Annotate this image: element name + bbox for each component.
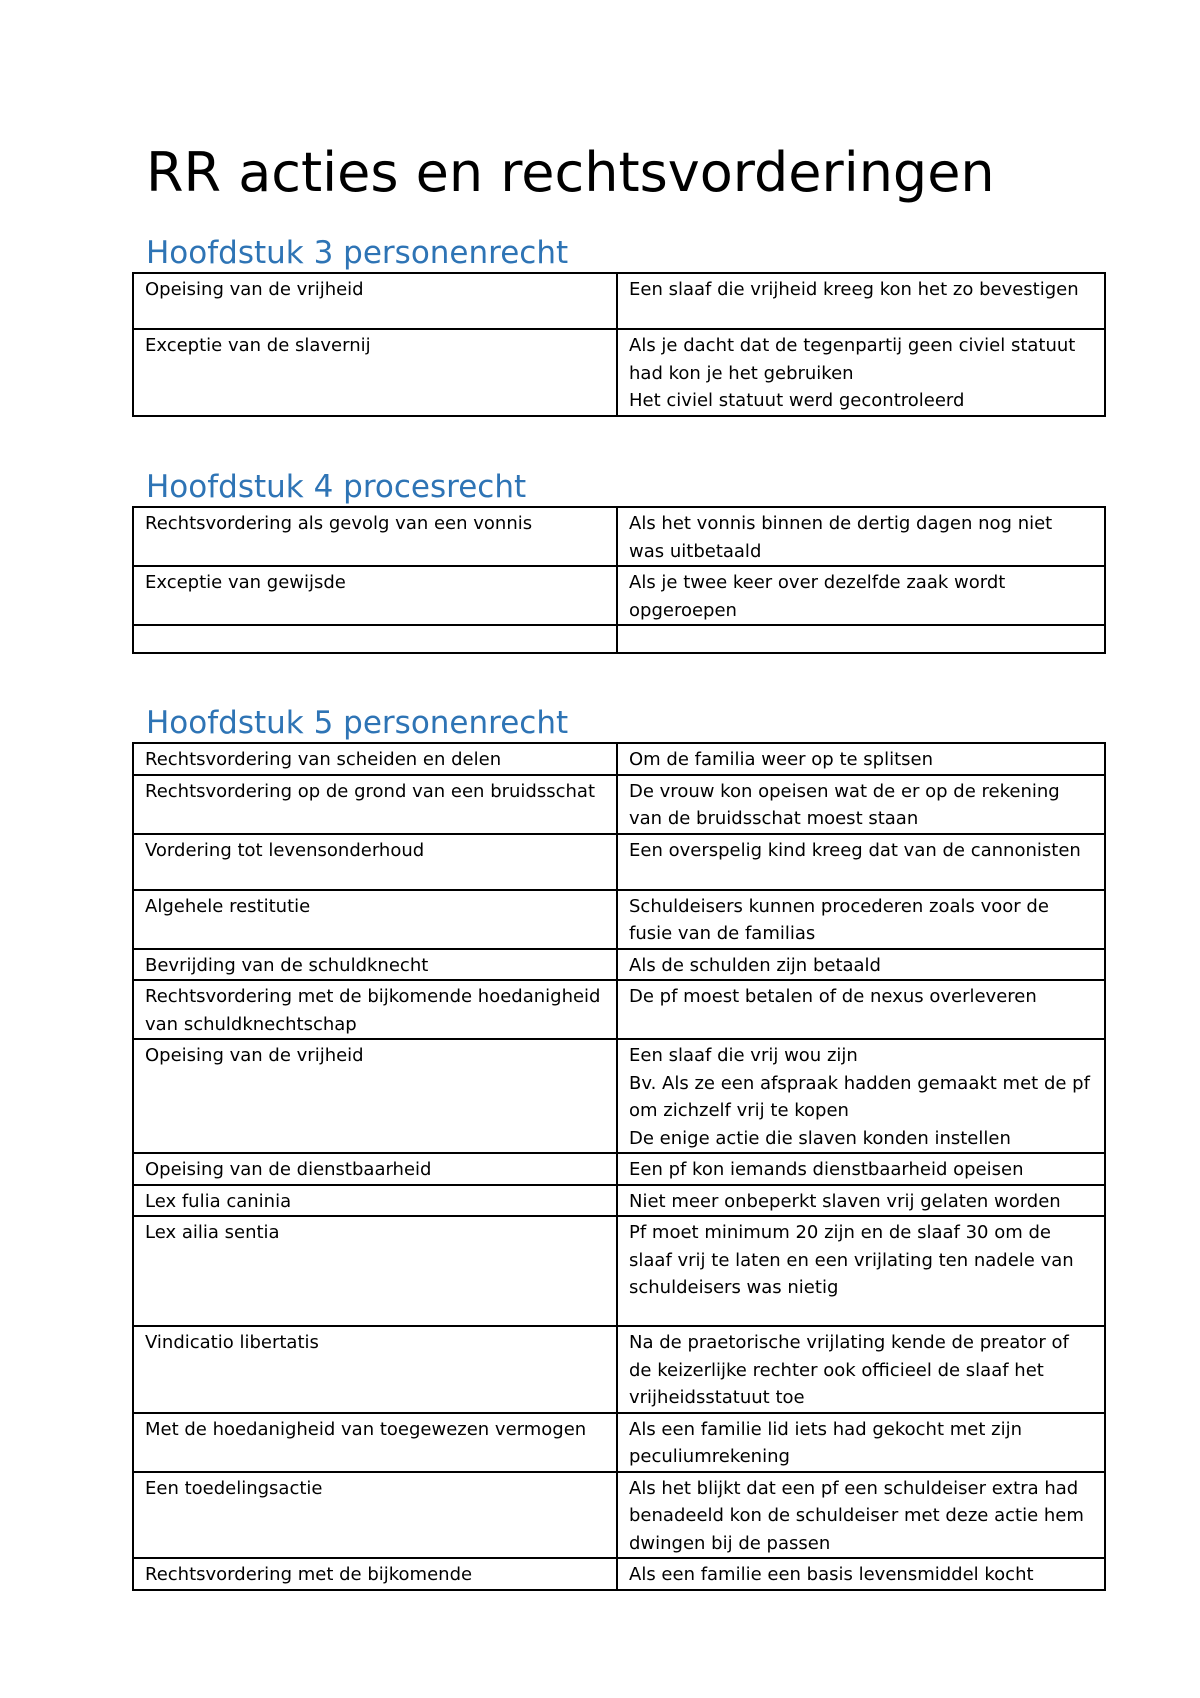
action-description: De vrouw kon opeisen wat de er op de rekening van de bruidsschat moest staan: [629, 780, 1060, 829]
action-description-cell: [617, 507, 1105, 566]
action-name-cell: [133, 566, 617, 625]
table-row: [133, 949, 1105, 981]
table-row: [133, 1216, 1105, 1326]
action-name: Bevrijding van de schuldknecht: [145, 954, 429, 976]
action-description-cell: [617, 775, 1105, 834]
action-description-cell: [617, 566, 1105, 625]
action-name-cell: [133, 743, 617, 775]
table-row: [133, 775, 1105, 834]
action-description-cell: [617, 1039, 1105, 1153]
section-hoofdstuk-5: [132, 704, 1090, 1591]
action-description: Een overspelig kind kreeg dat van de cannonisten: [629, 839, 1081, 861]
action-description: Een slaaf die vrij wou zijn Bv. Als ze een afspraak hadden gemaakt met de pf om zichzelf vrij te kopen De enige actie die slaven konden instellen: [629, 1045, 1090, 1149]
action-name: Rechtsvordering van scheiden en delen: [145, 749, 502, 770]
action-name: Rechtsvordering op de grond van een bruidsschat: [145, 780, 595, 802]
action-name: Rechtsvordering met de bijkomende: [145, 1564, 473, 1585]
action-description: Schuldeisers kunnen procederen zoals voor de fusie van de familias: [629, 895, 1049, 944]
action-description: Een slaaf die vrijheid kreeg kon het zo bevestigen: [629, 279, 1079, 300]
table-row: [133, 625, 1105, 653]
action-name-cell: [133, 1153, 617, 1185]
action-description: Als het blijkt dat een pf een schuldeiser extra had benadeeld kon de schuldeiser met deze actie hem dwingen bij de passen: [629, 1477, 1084, 1554]
action-name: Vordering tot levensonderhoud: [145, 839, 425, 861]
action-name: Opeising van de vrijheid: [145, 1045, 364, 1066]
action-name-cell: [133, 949, 617, 981]
action-name-cell: [133, 890, 617, 949]
action-description: Als je twee keer over dezelfde zaak wordt opgeroepen: [629, 572, 1006, 621]
action-name: Vindicatio libertatis: [145, 1332, 319, 1353]
action-description: Om de familia weer op te splitsen: [629, 749, 934, 770]
action-description-cell: [617, 625, 1105, 653]
action-name-cell: [133, 507, 617, 566]
section-heading: Hoofdstuk 5 personenrecht: [146, 705, 569, 741]
action-description-cell: [617, 1558, 1105, 1590]
actions-table: [132, 742, 1106, 1591]
action-description-cell: [617, 329, 1105, 416]
action-name: Rechtsvordering met de bijkomende hoedanigheid van schuldknechtschap: [145, 986, 601, 1035]
table-row: [133, 1472, 1105, 1559]
action-description-cell: [617, 1216, 1105, 1326]
action-description: Als een familie een basis levensmiddel kocht: [629, 1564, 1034, 1585]
action-name: Rechtsvordering als gevolg van een vonnis: [145, 513, 533, 534]
action-name-cell: [133, 1216, 617, 1326]
action-name-cell: [133, 834, 617, 890]
table-row: [133, 1153, 1105, 1185]
action-name-cell: [133, 980, 617, 1039]
actions-table: [132, 506, 1106, 654]
document-title: RR acties en rechtsvorderingen: [146, 141, 995, 204]
table-row: [133, 1326, 1105, 1413]
table-row: [133, 1039, 1105, 1153]
action-description-cell: [617, 834, 1105, 890]
action-name-cell: [133, 1558, 617, 1590]
action-description: Als een familie lid iets had gekocht met zijn peculiumrekening: [629, 1418, 1022, 1467]
action-description: Als de schulden zijn betaald: [629, 954, 881, 976]
action-name-cell: [133, 1326, 617, 1413]
action-name: Opeising van de dienstbaarheid: [145, 1159, 432, 1180]
action-description: Pf moet minimum 20 zijn en de slaaf 30 om de slaaf vrij te laten en een vrijlating ten nadele van schuldeisers was nietig: [629, 1222, 1074, 1298]
action-name-cell: [133, 329, 617, 416]
table-row: [133, 507, 1105, 566]
action-name-cell: [133, 1039, 617, 1153]
action-description-cell: [617, 1413, 1105, 1472]
action-name: Opeising van de vrijheid: [145, 279, 364, 300]
action-name: Met de hoedanigheid van toegewezen vermogen: [145, 1418, 587, 1440]
action-description: De pf moest betalen of de nexus overleveren: [629, 986, 1037, 1007]
table-row: [133, 329, 1105, 416]
action-description-cell: [617, 890, 1105, 949]
actions-table: [132, 272, 1106, 417]
action-description-cell: [617, 273, 1105, 329]
action-description-cell: [617, 1326, 1105, 1413]
table-row: [133, 890, 1105, 949]
action-name: Een toedelingsactie: [145, 1477, 323, 1499]
action-name-cell: [133, 1472, 617, 1559]
action-description-cell: [617, 1153, 1105, 1185]
action-description: Als je dacht dat de tegenpartij geen civiel statuut had kon je het gebruiken Het civiel statuut werd gecontroleerd: [629, 335, 1076, 411]
section-hoofdstuk-3: [132, 234, 1079, 417]
action-name-cell: [133, 1185, 617, 1217]
action-description: Niet meer onbeperkt slaven vrij gelaten worden: [629, 1190, 1061, 1212]
section-heading: Hoofdstuk 4 procesrecht: [146, 469, 527, 505]
action-name-cell: [133, 775, 617, 834]
action-description: Na de praetorische vrijlating kende de preator of de keizerlijke rechter ook officieel de slaaf het vrijheidsstatuut toe: [629, 1332, 1069, 1408]
action-name: Exceptie van gewijsde: [145, 572, 346, 593]
table-row: [133, 834, 1105, 890]
action-description-cell: [617, 980, 1105, 1039]
action-name-cell: [133, 273, 617, 329]
table-row: [133, 273, 1105, 329]
table-row: [133, 1558, 1105, 1590]
action-description-cell: [617, 1185, 1105, 1217]
table-row: [133, 980, 1105, 1039]
action-name: Algehele restitutie: [145, 895, 311, 917]
section-heading: Hoofdstuk 3 personenrecht: [146, 235, 569, 271]
table-row: [133, 566, 1105, 625]
section-hoofdstuk-4: [132, 468, 1056, 654]
action-name-cell: [133, 625, 617, 653]
action-description: Als het vonnis binnen de dertig dagen nog niet was uitbetaald: [629, 513, 1053, 562]
action-description-cell: [617, 949, 1105, 981]
table-row: [133, 1413, 1105, 1472]
action-description-cell: [617, 743, 1105, 775]
table-row: [133, 743, 1105, 775]
action-name: Exceptie van de slavernij: [145, 335, 371, 356]
action-name-cell: [133, 1413, 617, 1472]
action-description-cell: [617, 1472, 1105, 1559]
action-description: Een pf kon iemands dienstbaarheid opeisen: [629, 1159, 1024, 1180]
action-name: Lex ailia sentia: [145, 1222, 280, 1243]
table-row: [133, 1185, 1105, 1217]
action-name: Lex fulia caninia: [145, 1190, 292, 1212]
